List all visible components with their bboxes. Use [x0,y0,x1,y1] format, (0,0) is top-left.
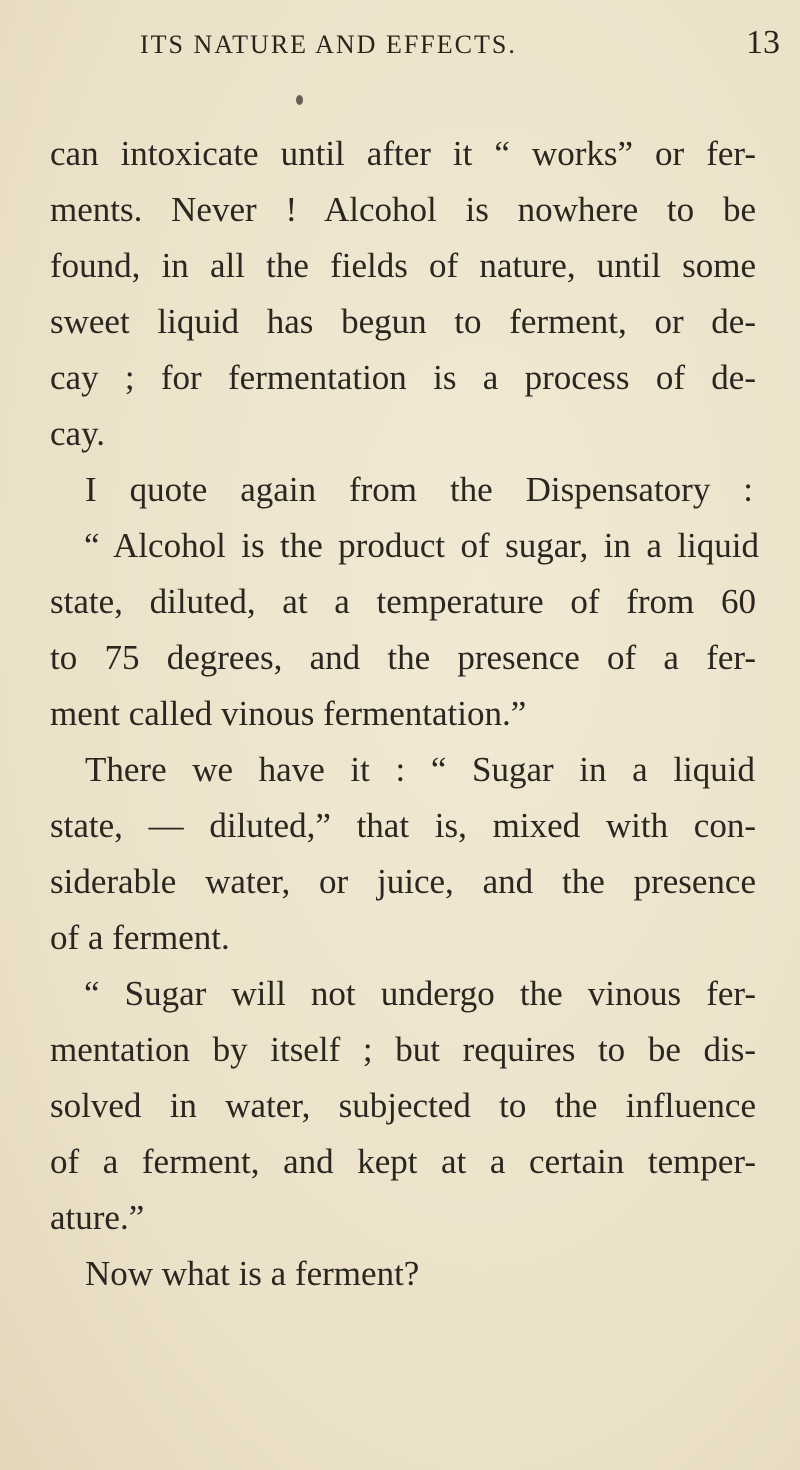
text-line: cay. [50,414,106,453]
page-header [140,24,780,70]
text-line: state, — diluted,” that is, mixed with con- [50,806,756,845]
text-line: cay ; for fermentation is a process of de- [50,358,756,397]
text-line: mentation by itself ; but requires to be dis- [50,1030,756,1069]
text-line: ment called vinous fermentation.” [50,694,527,733]
text-line: can intoxicate until after it “ works” or fer- [50,134,756,173]
text-line: There we have it : “ Sugar in a liquid [85,750,755,789]
running-title: ITS NATURE AND EFFECTS. [140,30,517,59]
page-number: 13 [746,24,780,61]
text-line: sweet liquid has begun to ferment, or de- [50,302,756,341]
text-line: ments. Never ! Alcohol is nowhere to be [50,190,756,229]
text-line: state, diluted, at a temperature of from 60 [50,582,756,621]
text-line: “ Sugar will not undergo the vinous fer- [84,974,756,1013]
text-line: “ Alcohol is the product of sugar, in a liquid [84,526,759,565]
ink-speck [296,95,303,105]
text-line: to 75 degrees, and the presence of a fer- [50,638,756,677]
text-line: of a ferment. [50,918,230,957]
text-line: found, in all the fields of nature, until some [50,246,756,285]
text-line: Now what is a ferment? [85,1254,420,1293]
text-line: of a ferment, and kept at a certain temper- [50,1142,756,1181]
text-line: I quote again from the Dispensatory : [85,470,753,509]
text-line: ature.” [50,1198,145,1237]
text-line: solved in water, subjected to the influence [50,1086,756,1125]
text-line: siderable water, or juice, and the presence [50,862,756,901]
